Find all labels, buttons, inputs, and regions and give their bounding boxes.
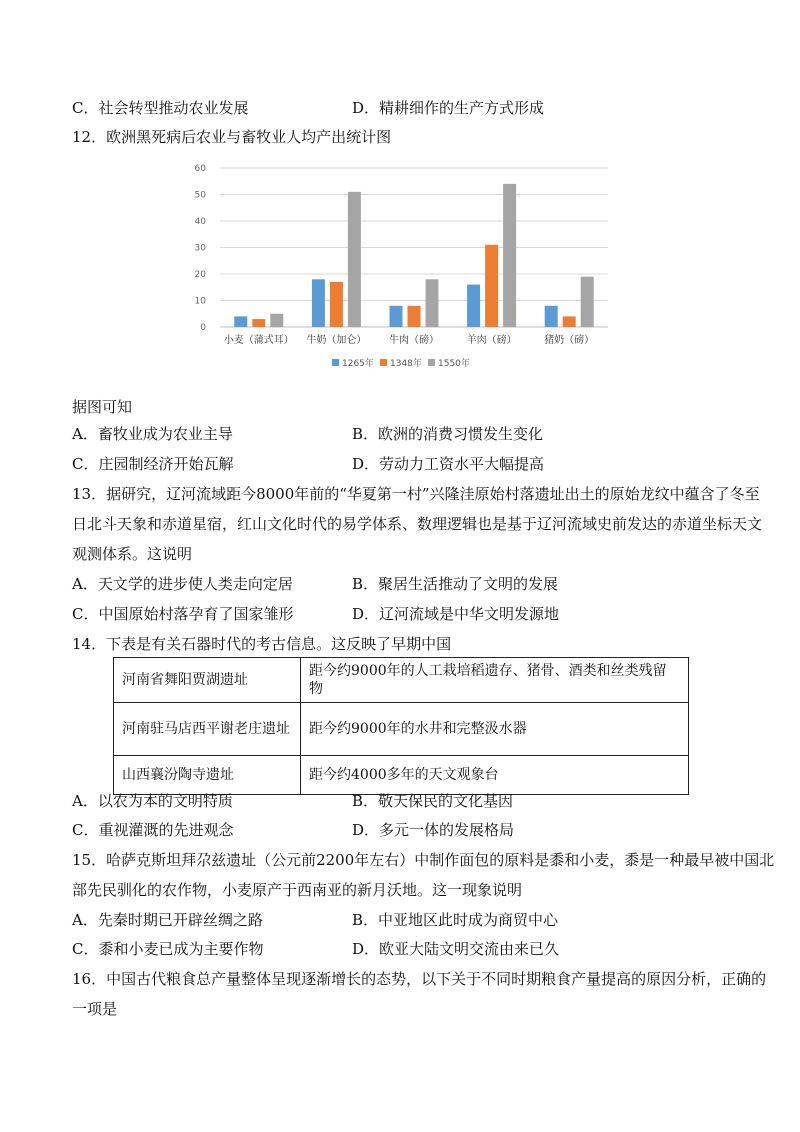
q12-option-a: A．畜牧业成为农业主导 bbox=[72, 425, 233, 443]
table-cell-site: 河南驻马店西平谢老庄遗址 bbox=[114, 703, 301, 756]
bar bbox=[252, 319, 265, 327]
q15-option-c: C．黍和小麦已成为主要作物 bbox=[72, 940, 264, 958]
q16-stem-line2: 一项是 bbox=[72, 1000, 118, 1018]
bar bbox=[485, 245, 498, 327]
q12-after-text: 据图可知 bbox=[72, 398, 133, 416]
bar bbox=[467, 285, 480, 327]
q12-option-c: C．庄园制经济开始瓦解 bbox=[72, 455, 234, 473]
table-cell-info: 距今约9000年的水井和完整汲水器 bbox=[301, 703, 689, 756]
x-tick-label: 牛奶（加仑） bbox=[306, 335, 367, 346]
bar bbox=[330, 282, 343, 327]
table-cell-info: 距今约9000年的人工栽培稻遗存、猪骨、酒类和丝类残留物 bbox=[301, 658, 689, 703]
bar bbox=[426, 279, 439, 327]
q15-option-b: B．中亚地区此时成为商贸中心 bbox=[352, 911, 559, 929]
y-tick-label: 20 bbox=[194, 270, 206, 280]
q16-stem-line1: 16．中国古代粮食总产量整体呈现逐渐增长的态势，以下关于不同时期粮食产量提高的原因分析，正确的 bbox=[72, 970, 767, 988]
bar bbox=[545, 306, 558, 327]
table-row bbox=[114, 658, 689, 703]
archaeology-table bbox=[113, 657, 689, 795]
table-row bbox=[114, 703, 689, 756]
q15-stem-line2: 部先民驯化的农作物，小麦原产于西南亚的新月沃地。这一现象说明 bbox=[72, 881, 523, 899]
bar-chart-svg bbox=[190, 150, 630, 380]
q14-option-c: C．重视灌溉的先进观念 bbox=[72, 821, 234, 839]
x-tick-label: 牛肉（磅） bbox=[389, 335, 439, 346]
bar bbox=[563, 316, 576, 327]
legend-label: 1550年 bbox=[438, 359, 470, 369]
legend-swatch bbox=[428, 359, 435, 366]
y-tick-label: 0 bbox=[200, 323, 206, 333]
legend-label: 1265年 bbox=[342, 359, 374, 369]
q12-stem: 12．欧洲黑死病后农业与畜牧业人均产出统计图 bbox=[72, 128, 392, 146]
y-tick-label: 60 bbox=[194, 164, 206, 174]
bar bbox=[234, 316, 247, 327]
y-tick-label: 30 bbox=[194, 243, 206, 254]
bar-chart bbox=[190, 150, 630, 380]
q13-option-b: B．聚居生活推动了文明的发展 bbox=[352, 575, 559, 593]
bar bbox=[503, 184, 516, 327]
q15-option-d: D．欧亚大陆文明交流由来已久 bbox=[352, 940, 560, 958]
q15-stem-line1: 15．哈萨克斯坦拜尕兹遗址（公元前2200年左右）中制作面包的原料是黍和小麦，黍是一种最早被中国北 bbox=[72, 851, 775, 869]
legend-swatch bbox=[380, 359, 387, 366]
q13-stem-line2: 日北斗天象和赤道星宿，红山文化时代的易学体系、数理逻辑也是基于辽河流域史前发达的赤道坐标天文 bbox=[72, 515, 763, 533]
q13-option-d: D．辽河流域是中华文明发源地 bbox=[352, 605, 560, 623]
legend-swatch bbox=[332, 359, 339, 366]
q13-stem-line1: 13．据研究，辽河流域距今8000年前的“华夏第一村”兴隆洼原始村落遗址出土的原始龙纹中蕴含了冬至 bbox=[72, 485, 760, 503]
q14-option-a: A．以农为本的文明特质 bbox=[72, 792, 233, 810]
bar bbox=[348, 192, 361, 327]
y-tick-label: 40 bbox=[194, 217, 206, 227]
q11-option-c: C．社会转型推动农业发展 bbox=[72, 99, 249, 117]
q13-option-c: C．中国原始村落孕育了国家雏形 bbox=[72, 605, 294, 623]
q12-option-b: B．欧洲的消费习惯发生变化 bbox=[352, 425, 544, 443]
x-tick-label: 小麦（蒲式耳） bbox=[223, 335, 294, 346]
y-tick-label: 50 bbox=[194, 190, 206, 201]
bar bbox=[270, 314, 283, 327]
q13-option-a: A．天文学的进步使人类走向定居 bbox=[72, 575, 293, 593]
x-tick-label: 羊肉（磅） bbox=[466, 335, 517, 346]
q13-stem-line3: 观测体系。这说明 bbox=[72, 545, 193, 563]
legend-label: 1348年 bbox=[390, 359, 422, 369]
q14-option-d: D．多元一体的发展格局 bbox=[352, 821, 515, 839]
q14-option-b: B．敬天保民的文化基因 bbox=[352, 792, 514, 810]
q15-option-a: A．先秦时期已开辟丝绸之路 bbox=[72, 911, 263, 929]
bar bbox=[390, 306, 403, 327]
table-cell-site: 山西襄汾陶寺遗址 bbox=[114, 756, 301, 795]
bar bbox=[312, 279, 325, 327]
x-tick-label: 猪奶（磅） bbox=[544, 335, 595, 346]
table-row bbox=[114, 756, 689, 795]
q11-option-d: D．精耕细作的生产方式形成 bbox=[352, 99, 545, 117]
bar bbox=[581, 277, 594, 327]
table-cell-site: 河南省舞阳贾湖遗址 bbox=[114, 658, 301, 703]
q14-stem: 14．下表是有关石器时代的考古信息。这反映了早期中国 bbox=[72, 635, 452, 653]
y-tick-label: 10 bbox=[194, 296, 206, 307]
bar bbox=[408, 306, 421, 327]
q12-option-d: D．劳动力工资水平大幅提高 bbox=[352, 455, 545, 473]
table-cell-info: 距今约4000多年的天文观象台 bbox=[301, 756, 689, 795]
